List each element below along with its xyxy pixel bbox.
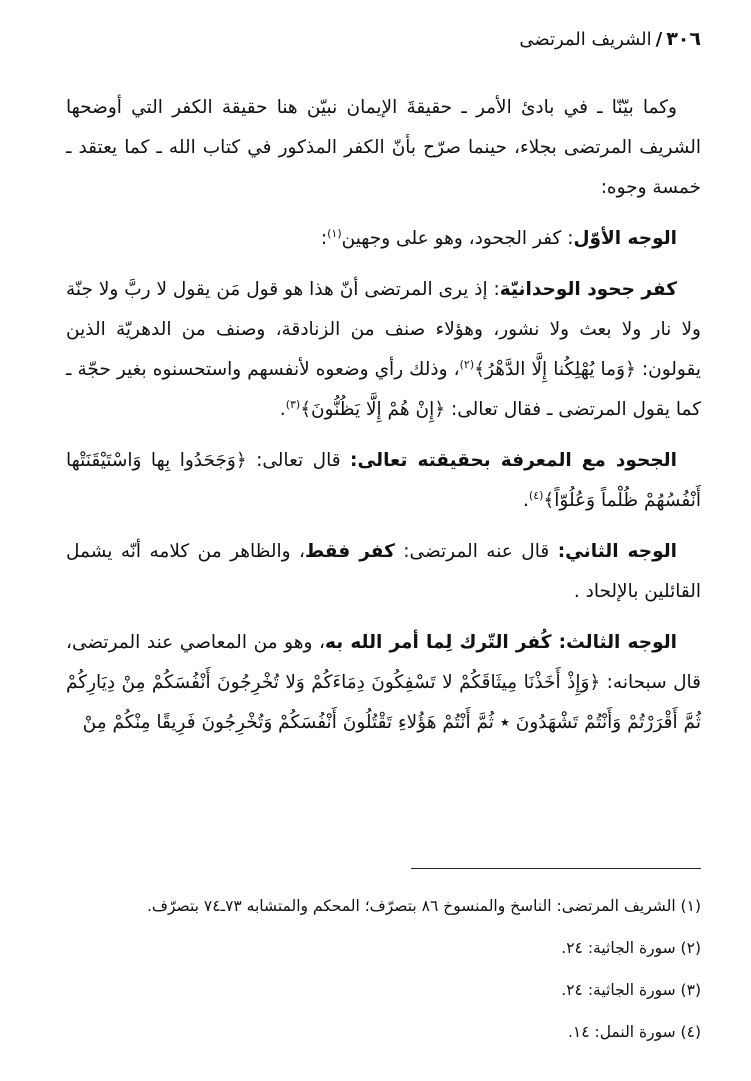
quran-verse-3: وَجَحَدُوا بِها وَاسْتَيْقَنَتْها أَنْفُسُهُمْ ظُلْماً وَعُلُوّاً xyxy=(66,450,701,511)
quran-bracket-open: ﴿ xyxy=(625,359,636,380)
quran-bracket-close: ﴾ xyxy=(474,359,485,380)
footnote-2: (٢) سورة الجاثية: ٢٤. xyxy=(561,939,701,957)
paragraph-third-aspect xyxy=(66,623,701,743)
page-number: ٣٠٦ xyxy=(666,28,701,50)
header-slash: / xyxy=(655,29,663,50)
quran-bracket-open: ﴿ xyxy=(434,399,446,420)
footnote-3: (٣) سورة الجاثية: ٢٤. xyxy=(561,981,701,999)
footnote-ref-4: (٤) xyxy=(528,488,544,502)
first-aspect-end: : xyxy=(320,228,328,249)
paragraph-denial-of-oneness xyxy=(66,270,701,430)
running-title: الشريف المرتضى xyxy=(519,29,652,50)
first-aspect-heading: الوجه الأوّل xyxy=(573,228,677,249)
quran-bracket-close: ﴾ xyxy=(543,490,555,511)
denial-of-oneness-text-2: ، وذلك رأي وضعوه لأنفسهم واستحسنوه بغير حجّة ـ كما يقول المرتضى ـ فقال تعالى: xyxy=(66,359,701,420)
second-aspect-text-1: قال عنه المرتضى: xyxy=(394,541,558,562)
quran-bracket-close: ﴾ xyxy=(300,399,312,420)
footnotes xyxy=(66,885,701,1053)
footnote-ref-2: (٢) xyxy=(459,357,475,371)
denial-with-knowledge-end: . xyxy=(523,490,529,511)
second-aspect-text-2: ، والظاهر من كلامه أنّه يشمل القائلين بالإلحاد . xyxy=(66,541,701,602)
denial-of-oneness-heading: كفر جحود الوحدانيّة xyxy=(499,279,677,300)
first-aspect-text: : كفر الجحود، وهو على وجهين xyxy=(341,228,574,249)
footnote-4: (٤) سورة النمل: ١٤. xyxy=(567,1023,701,1041)
quran-verse-2: إِنْ هُمْ إِلَّا يَظُنُّونَ xyxy=(311,399,435,420)
second-aspect-heading: الوجه الثاني: xyxy=(557,541,677,562)
quran-bracket-open: ﴿ xyxy=(235,450,247,471)
third-aspect-heading: الوجه الثالث: كُفر التّرك لِما أمر الله به xyxy=(324,632,677,653)
paragraph-second-aspect xyxy=(66,532,701,612)
denial-of-oneness-text-1: : إذ يرى المرتضى أنّ هذا هو قول مَن يقول لا ربَّ ولا جنّة ولا نار ولا بعث ولا نشور، وهؤلاء صنف من الزنادقة، وصنف من الدهريّة الذين يقولون: xyxy=(66,279,701,380)
paragraph-intro: وكما بيّنّا ـ في بادئ الأمر ـ حقيقةَ الإيمان نبيّن هنا حقيقة الكفر التي أوضحها الشريف المرتضى بجلاء، حينما صرّح بأنّ الكفر المذكور في كتاب الله ـ كما يعتقد ـ خمسة وجوه: xyxy=(66,97,701,198)
footnote-ref-3: (٣) xyxy=(285,397,301,411)
second-aspect-bold: كفر فقط xyxy=(305,541,395,562)
footnote-separator xyxy=(411,868,701,869)
paragraph-first-aspect xyxy=(66,219,701,259)
footnote-ref-1: (١) xyxy=(327,226,342,240)
main-text xyxy=(66,88,701,743)
denial-with-knowledge-heading: الجحود مع المعرفة بحقيقته تعالى: xyxy=(350,450,677,471)
third-aspect-text: ، وهو من المعاصي عند المرتضى، قال سبحانه: xyxy=(66,632,701,693)
denial-with-knowledge-text: قال تعالى: xyxy=(246,450,351,471)
footnote-1: (١) الشريف المرتضى: الناسخ والمنسوخ ٨٦ بتصرّف؛ المحكم والمتشابه ٧٣ـ٧٤ بتصرّف. xyxy=(146,897,701,915)
denial-of-oneness-end: . xyxy=(279,399,286,420)
running-header xyxy=(519,28,701,50)
paragraph-denial-with-knowledge xyxy=(66,441,701,521)
quran-verse-1: وَما يُهْلِكُنا إِلَّا الدَّهْرُ xyxy=(484,359,626,380)
quran-verse-4: وَإِذْ أَخَذْنَا مِيثَاقَكُمْ لا تَسْفِكُونَ دِمَاءَكُمْ وَلا تُخْرِجُونَ أَنْفُسَكُمْ مِنْ دِيَارِكُمْ ثُمَّ أَقْرَرْتُمْ وَأَنْتُمْ تَشْهَدُونَ ٭ ثُمَّ أَنْتُمْ هَؤُلاءِ تَقْتُلُونَ أَنْفُسَكُمْ وَتُخْرِجُونَ فَرِيقًا مِنْكُمْ مِنْ xyxy=(66,672,701,733)
quran-bracket-open: ﴿ xyxy=(589,672,601,693)
